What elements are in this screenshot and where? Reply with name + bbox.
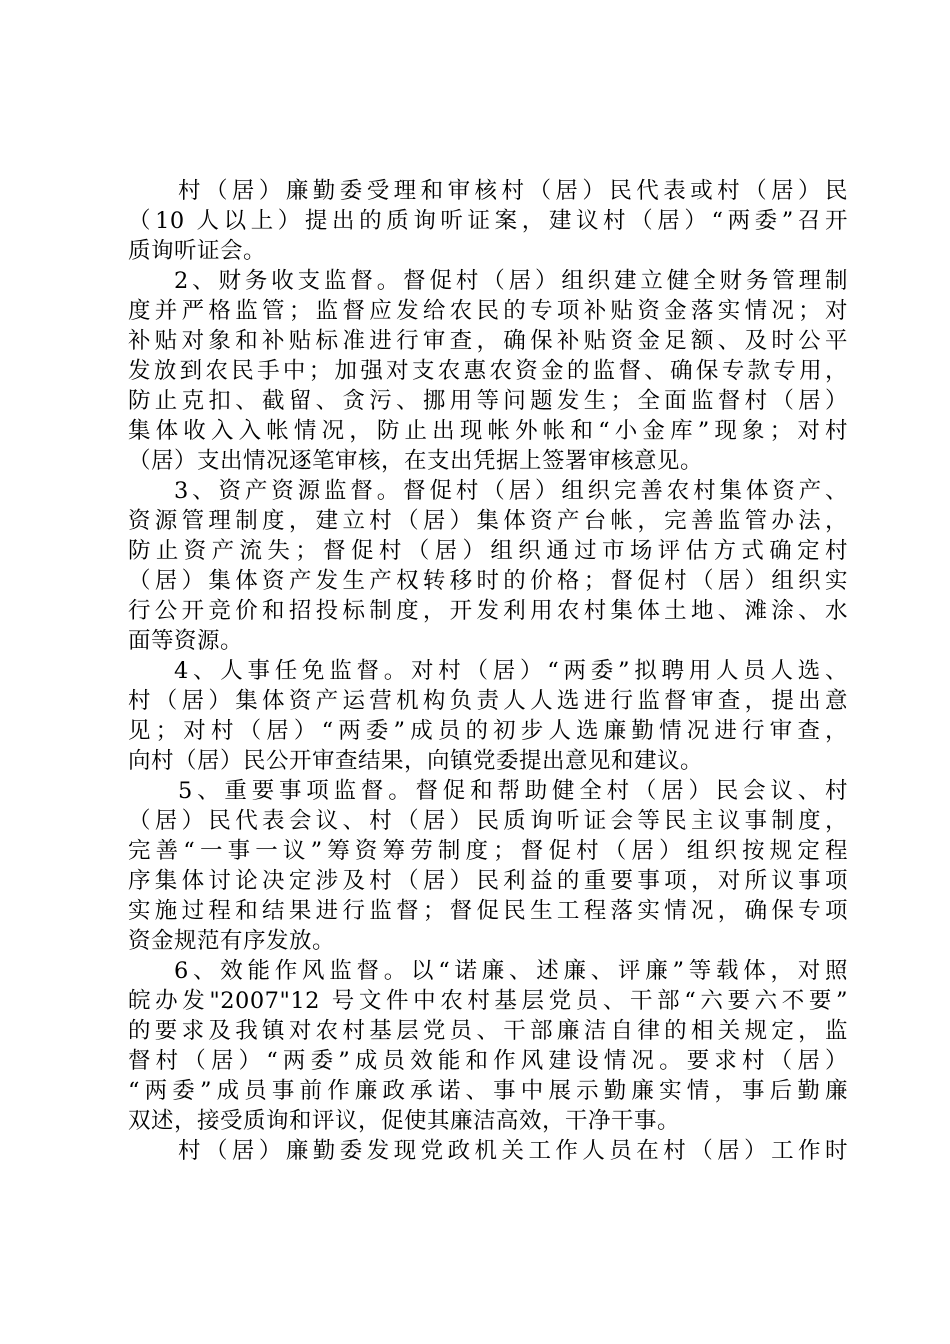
text-line: 度并严格监管；监督应发给农民的专项补贴资金落实情况；对: [128, 298, 848, 324]
text-line: 皖办发"2007"12 号文件中农村基层党员、干部“六要六不要”: [128, 988, 848, 1014]
text-line: 面等资源。: [128, 628, 244, 654]
text-line: 4、人事任免监督。对村（居）“两委”拟聘用人员人选、: [174, 658, 848, 684]
text-line: 的要求及我镇对农村基层党员、干部廉洁自律的相关规定，监: [128, 1018, 848, 1044]
text-line: 集体收入入帐情况，防止出现帐外帐和“小金库”现象；对村: [128, 418, 848, 444]
text-line: 向村（居）民公开审查结果，向镇党委提出意见和建议。: [128, 748, 704, 774]
text-line: 见；对村（居）“两委”成员的初步人选廉勤情况进行审查，: [128, 718, 848, 744]
text-line: 督村（居）“两委”成员效能和作风建设情况。要求村（居）: [128, 1048, 848, 1074]
text-line: （居）集体资产发生产权转移时的价格；督促村（居）组织实: [128, 568, 848, 594]
text-line: （居）支出情况逐笔审核，在支出凭据上签署审核意见。: [128, 448, 704, 474]
text-line: 发放到农民手中；加强对支农惠农资金的监督、确保专款专用，: [128, 358, 848, 384]
text-line: 双述，接受质询和评议，促使其廉洁高效，干净干事。: [128, 1108, 681, 1134]
text-line: 5、重要事项监督。督促和帮助健全村（居）民会议、村: [178, 778, 848, 804]
text-line: 质询听证会。: [128, 238, 267, 264]
text-line: 村（居）集体资产运营机构负责人人选进行监督审查，提出意: [128, 688, 848, 714]
text-line: 序集体讨论决定涉及村（居）民利益的重要事项，对所议事项: [128, 868, 848, 894]
text-line: “两委”成员事前作廉政承诺、事中展示勤廉实情，事后勤廉: [128, 1078, 848, 1104]
text-line: 行公开竞价和招投标制度，开发利用农村集体土地、滩涂、水: [128, 598, 848, 624]
text-line: 村（居）廉勤委受理和审核村（居）民代表或村（居）民: [178, 178, 848, 204]
text-line: 2、财务收支监督。督促村（居）组织建立健全财务管理制: [174, 268, 848, 294]
text-line: 村（居）廉勤委发现党政机关工作人员在村（居）工作时: [178, 1138, 848, 1164]
text-line: 防止资产流失；督促村（居）组织通过市场评估方式确定村: [128, 538, 848, 564]
text-line: （10 人以上）提出的质询听证案，建议村（居）“两委”召开: [128, 208, 848, 234]
text-line: 实施过程和结果进行监督；督促民生工程落实情况，确保专项: [128, 898, 848, 924]
text-line: 补贴对象和补贴标准进行审查，确保补贴资金足额、及时公平: [128, 328, 848, 354]
text-line: 3、资产资源监督。督促村（居）组织完善农村集体资产、: [174, 478, 848, 504]
text-line: 资金规范有序发放。: [128, 928, 336, 954]
text-line: （居）民代表会议、村（居）民质询听证会等民主议事制度，: [128, 808, 848, 834]
text-line: 资源管理制度，建立村（居）集体资产台帐，完善监管办法，: [128, 508, 848, 534]
document-body: [128, 176, 848, 1166]
text-line: 防止克扣、截留、贪污、挪用等问题发生；全面监督村（居）: [128, 388, 848, 414]
text-line: 完善“一事一议”筹资筹劳制度；督促村（居）组织按规定程: [128, 838, 848, 864]
text-line: 6、效能作风监督。以“诺廉、述廉、评廉”等载体，对照: [174, 958, 848, 984]
